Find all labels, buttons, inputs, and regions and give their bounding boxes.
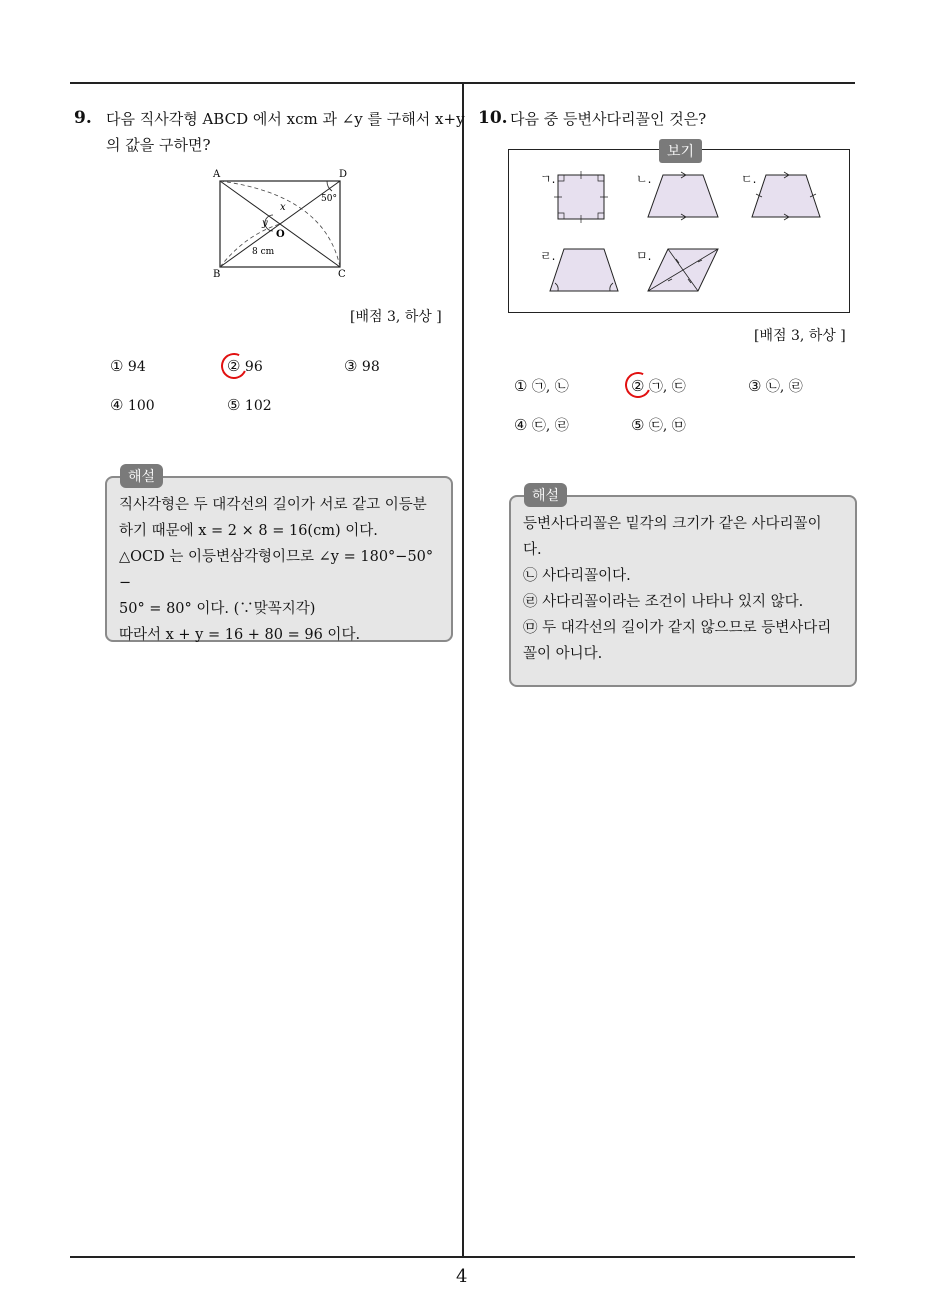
q10-solution-line: ㉣ 사다리꼴이라는 조건이 나타나 있지 않다. — [523, 594, 804, 610]
choice-text: ㉠, ㉢ — [648, 379, 686, 395]
shape-parallelogram-diagonals — [648, 249, 718, 291]
q9-score: [배점 3, 하상 ] — [350, 309, 442, 325]
choice-text: ㉢, ㉣ — [531, 418, 569, 434]
q9-solution-line: △OCD 는 이등변삼각형이므로 ∠y = 180°−50°− — [119, 549, 434, 591]
q10-shapes-figure — [508, 149, 848, 311]
q9-solution-line: 하기 때문에 x = 2 × 8 = 16(cm) 이다. — [119, 523, 378, 539]
choice-mark: ③ — [344, 357, 358, 375]
choice-mark: ① — [110, 357, 124, 375]
q9-solution-tag: 해설 — [120, 464, 163, 488]
choice-mark: ④ — [110, 396, 124, 414]
shape-label-5: ㅁ. — [636, 249, 652, 263]
q9-solution-line: 50° = 80° 이다. (∵맞꼭지각) — [119, 601, 316, 617]
fig-label-D: D — [339, 169, 348, 180]
q9-choice-5[interactable] — [227, 396, 272, 414]
choice-mark: ② — [631, 377, 645, 395]
q9-solution-line: 따라서 x + y = 16 + 80 = 96 이다. — [119, 627, 361, 643]
fig-label-A: A — [213, 169, 221, 180]
q9-text-line2: 의 값을 구하면? — [106, 136, 211, 154]
q10-choice-4[interactable] — [514, 415, 569, 435]
q9-answer-circle-mark — [217, 349, 250, 382]
page-number: 4 — [456, 1266, 468, 1287]
shape-trapezoid-equal-legs — [752, 172, 820, 220]
q9-solution-line: 직사각형은 두 대각선의 길이가 서로 같고 이등분 — [119, 497, 427, 513]
q9-choice-4[interactable] — [110, 396, 155, 414]
q9-choice-1[interactable] — [110, 357, 146, 375]
q9-number: 9. — [74, 108, 92, 128]
q10-bogi-tag: 보기 — [659, 139, 702, 163]
q10-choice-1[interactable] — [514, 376, 569, 396]
shape-label-1: ㄱ. — [540, 172, 556, 186]
q9-rectangle-figure — [205, 165, 365, 280]
q10-solution-line: 등변사다리꼴은 밑각의 크기가 같은 사다리꼴이 — [523, 516, 822, 532]
choice-text: 94 — [127, 359, 146, 375]
bottom-rule — [70, 1256, 855, 1258]
choice-mark: ③ — [748, 377, 762, 395]
shape-label-3: ㄷ. — [741, 172, 757, 186]
q10-number: 10. — [478, 108, 508, 128]
fig-label-x: x — [280, 202, 286, 213]
choice-mark: ⑤ — [227, 396, 241, 414]
choice-text: ㉡, ㉣ — [765, 379, 803, 395]
q10-solution-line: 다. — [523, 542, 542, 558]
column-divider — [462, 82, 464, 1257]
q9-solution-box — [105, 476, 453, 642]
fig-label-length: 8 cm — [252, 247, 275, 257]
q10-solution-line: 꼴이 아니다. — [523, 646, 603, 662]
fig-label-y: y — [262, 218, 268, 229]
choice-text: 100 — [127, 398, 155, 414]
q10-solution-line: ㉡ 사다리꼴이다. — [523, 568, 631, 584]
q9-text-line1: 다음 직사각형 ABCD 에서 xcm 과 ∠y 를 구해서 x+y — [106, 110, 465, 128]
fig-label-B: B — [213, 269, 221, 280]
q10-choice-5[interactable] — [631, 415, 686, 435]
shape-label-2: ㄴ. — [636, 172, 652, 186]
q10-choice-3[interactable] — [748, 376, 803, 396]
fig-label-O: O — [276, 229, 285, 240]
choice-text: 98 — [361, 359, 380, 375]
shape-trapezoid-parallel — [648, 172, 718, 220]
fig-label-C: C — [338, 269, 346, 280]
q10-text: 다음 중 등변사다리꼴인 것은? — [510, 110, 707, 128]
q10-answer-circle-mark — [621, 368, 654, 401]
choice-text: ㉢, ㉤ — [648, 418, 686, 434]
choice-mark: ① — [514, 377, 528, 395]
shape-trapezoid-equal-angles — [550, 249, 618, 291]
choice-mark: ② — [227, 357, 241, 375]
q10-solution-line: ㉤ 두 대각선의 길이가 같지 않으므로 등변사다리 — [523, 620, 832, 636]
shape-label-4: ㄹ. — [540, 249, 556, 263]
choice-text: 102 — [244, 398, 272, 414]
choice-mark: ④ — [514, 416, 528, 434]
q10-solution-tag: 해설 — [524, 483, 567, 507]
choice-text: ㉠, ㉡ — [531, 379, 569, 395]
choice-text: 96 — [244, 359, 263, 375]
shape-square — [554, 171, 608, 223]
fig-label-angle: 50° — [321, 194, 337, 204]
q9-choice-3[interactable] — [344, 357, 380, 375]
choice-mark: ⑤ — [631, 416, 645, 434]
q10-score: [배점 3, 하상 ] — [754, 328, 846, 344]
q10-solution-box — [509, 495, 857, 687]
